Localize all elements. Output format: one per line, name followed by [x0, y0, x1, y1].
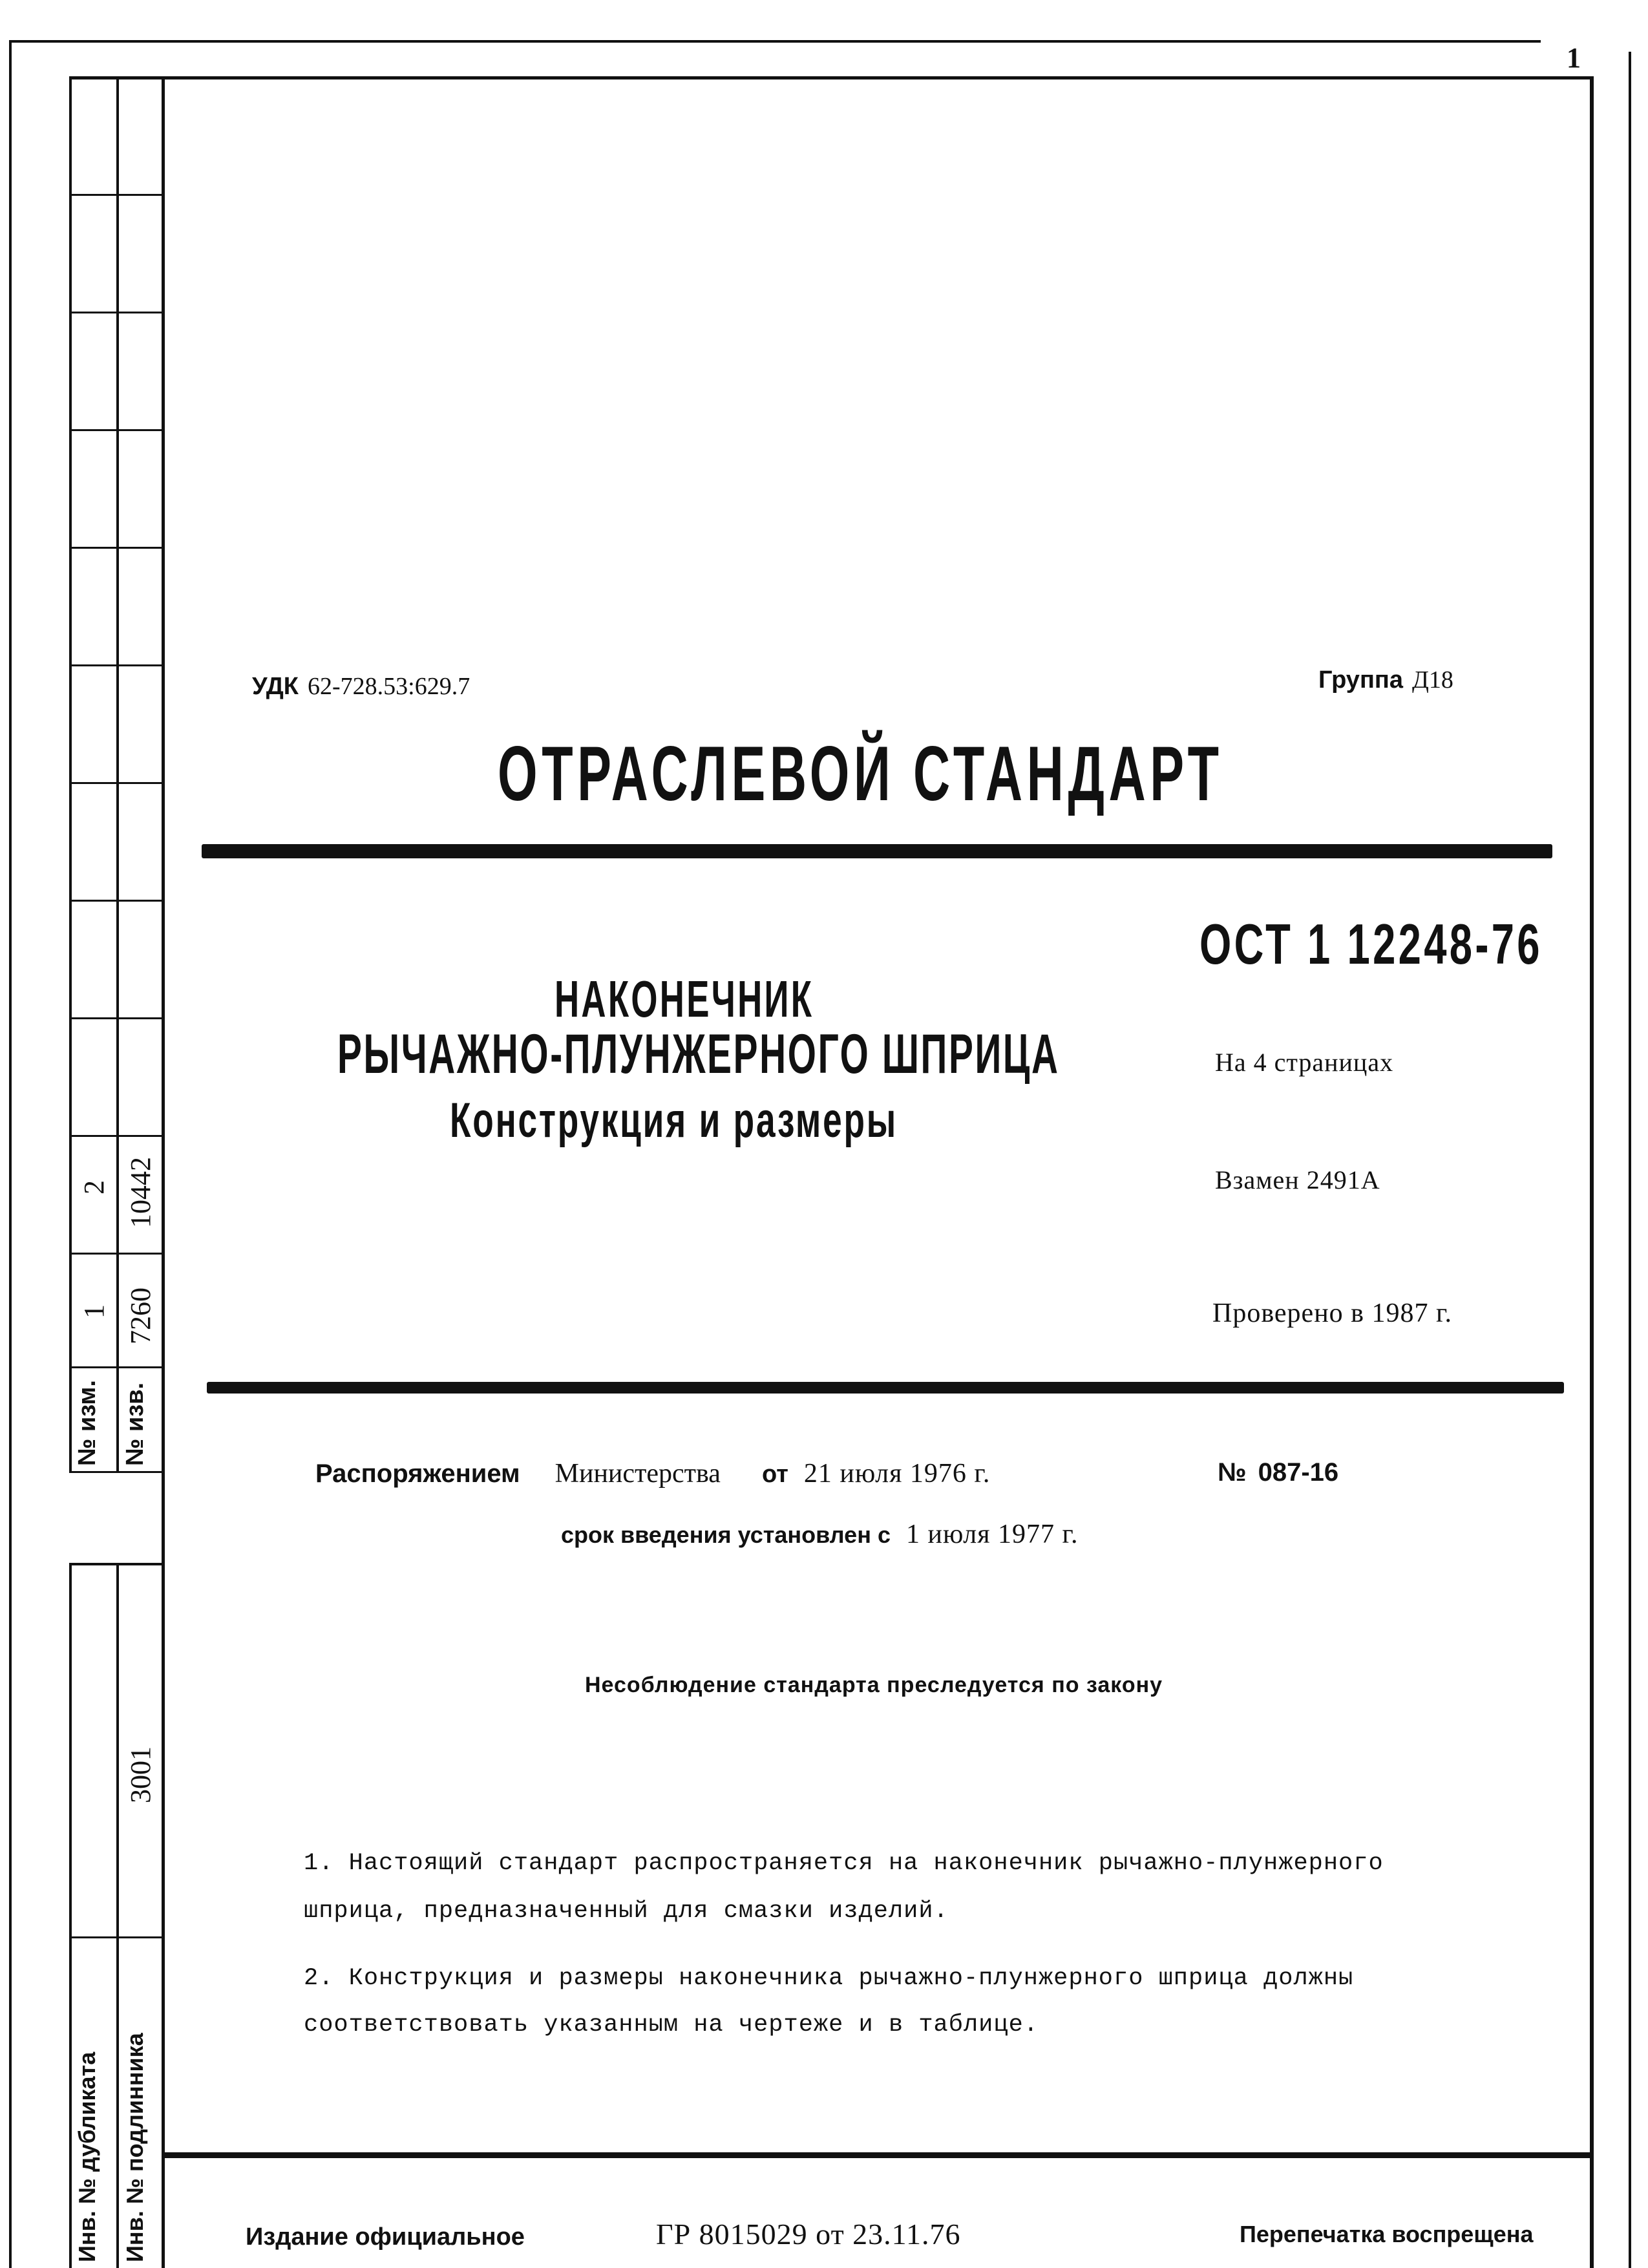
- stamp-change-2: 2: [78, 1180, 110, 1194]
- order-number-label: №: [1218, 1458, 1247, 1487]
- paragraph-2-cont: [304, 2001, 1039, 2049]
- intro-date: 1 июля 1977 г.: [905, 1520, 1079, 1549]
- stamp-row-line: [69, 664, 163, 666]
- stamp-change-1: 1: [78, 1304, 110, 1319]
- paragraph-1-line1: 1. Настоящий стандарт распространяется на наконечник рычажно-плунжерного: [304, 1850, 1384, 1877]
- footer-right: Перепечатка воспрещена: [1240, 2221, 1534, 2247]
- main-frame-left: [162, 76, 165, 2268]
- main-title: ОТРАСЛЕВОЙ СТАНДАРТ: [498, 730, 1223, 817]
- stamp-lower-left: [69, 1563, 72, 2268]
- intro-label: срок введения установлен с: [561, 1521, 891, 1548]
- stamp-change-col-label: № изм.: [74, 1380, 101, 1466]
- stamp-row-line: [69, 1135, 163, 1137]
- stamp-row-line: [69, 1366, 163, 1368]
- udk-label: УДК: [252, 673, 299, 700]
- title-underline-thick: [202, 844, 1552, 858]
- udk-line: [252, 672, 470, 701]
- standard-title-line2: РЫЧАЖНО-ПЛУНЖЕРНОГО ШПРИЦА: [337, 1023, 1060, 1085]
- standard-checked: Проверено в 1987 г.: [1212, 1298, 1452, 1328]
- standard-pages: На 4 страницах: [1215, 1048, 1394, 1077]
- paragraph-2-line1: 2. Конструкция и размеры наконечника рычажно-плунжерного шприца должны: [304, 1965, 1354, 1992]
- stamp-orig-inv-label: Инв. № подлинника: [121, 2033, 148, 2262]
- udk-value: 62-728.53:629.7: [307, 673, 470, 700]
- paragraph-2-line2: соответствовать указанным на чертеже и в таблице.: [304, 2011, 1039, 2039]
- warning-text: Несоблюдение стандарта преследуется по закону: [585, 1673, 1163, 1697]
- stamp-lower-mid: [116, 1563, 119, 2268]
- stamp-col-left: [69, 76, 72, 1472]
- stamp-row-line: [69, 1017, 163, 1019]
- stamp-row-line: [69, 194, 163, 196]
- order-ministry: Министерства: [555, 1459, 721, 1489]
- stamp-notice-2: 10442: [125, 1157, 156, 1228]
- group-value: Д18: [1411, 666, 1453, 694]
- paragraph-1-cont: [304, 1887, 949, 1935]
- stamp-dup-inv-label: Инв. № дубликата: [74, 2051, 100, 2262]
- main-frame-right: [1590, 76, 1594, 2268]
- order-number: 087-16: [1258, 1458, 1339, 1487]
- stamp-notice-1: 7260: [125, 1288, 156, 1344]
- stamp-row-line: [69, 312, 163, 313]
- standard-subtitle: Конструкция и размеры: [450, 1093, 898, 1148]
- footer-center: ГР 8015029 от 23.11.76: [656, 2218, 961, 2251]
- order-from-label: от: [761, 1461, 788, 1488]
- paragraph-1-line2: шприца, предназначенный для смазки изделий.: [304, 1898, 949, 1925]
- order-line: [315, 1458, 990, 1489]
- page-number: 1: [1567, 42, 1581, 74]
- footer-left: Издание официальное: [246, 2223, 525, 2251]
- top-border-line: [9, 40, 1541, 43]
- outer-left-border: [9, 40, 12, 2268]
- standard-underline-thick: [207, 1382, 1564, 1394]
- stamp-row-line: [69, 1253, 163, 1255]
- stamp-col-mid: [116, 76, 119, 1472]
- intro-line: [561, 1519, 1079, 1550]
- stamp-row-line: [69, 1471, 163, 1473]
- order-number-line: [1218, 1458, 1338, 1487]
- standard-title-line1: НАКОНЕЧНИК: [555, 970, 814, 1028]
- stamp-row-line: [69, 782, 163, 784]
- group-line: [1318, 666, 1453, 694]
- standard-code: ОСТ 1 12248-76: [1199, 912, 1543, 976]
- right-outer-border: [1629, 52, 1631, 2268]
- stamp-notice-col-label: № изв.: [121, 1382, 149, 1466]
- stamp-lower-row: [69, 1936, 163, 1938]
- paragraph-2: [304, 1955, 1353, 2002]
- stamp-row-line: [69, 900, 163, 902]
- paragraph-1: [304, 1839, 1384, 1887]
- footer-top-line: [163, 2152, 1592, 2158]
- standard-replaces: Взамен 2491А: [1215, 1165, 1380, 1194]
- order-date: 21 июля 1976 г.: [803, 1459, 991, 1489]
- stamp-row-line: [69, 429, 163, 431]
- main-frame-top: [69, 76, 1593, 79]
- group-label: Группа: [1318, 666, 1403, 694]
- stamp-orig-inv-value: 3001: [125, 1746, 156, 1803]
- order-by-label: Распоряжением: [315, 1459, 520, 1488]
- stamp-row-line: [69, 547, 163, 549]
